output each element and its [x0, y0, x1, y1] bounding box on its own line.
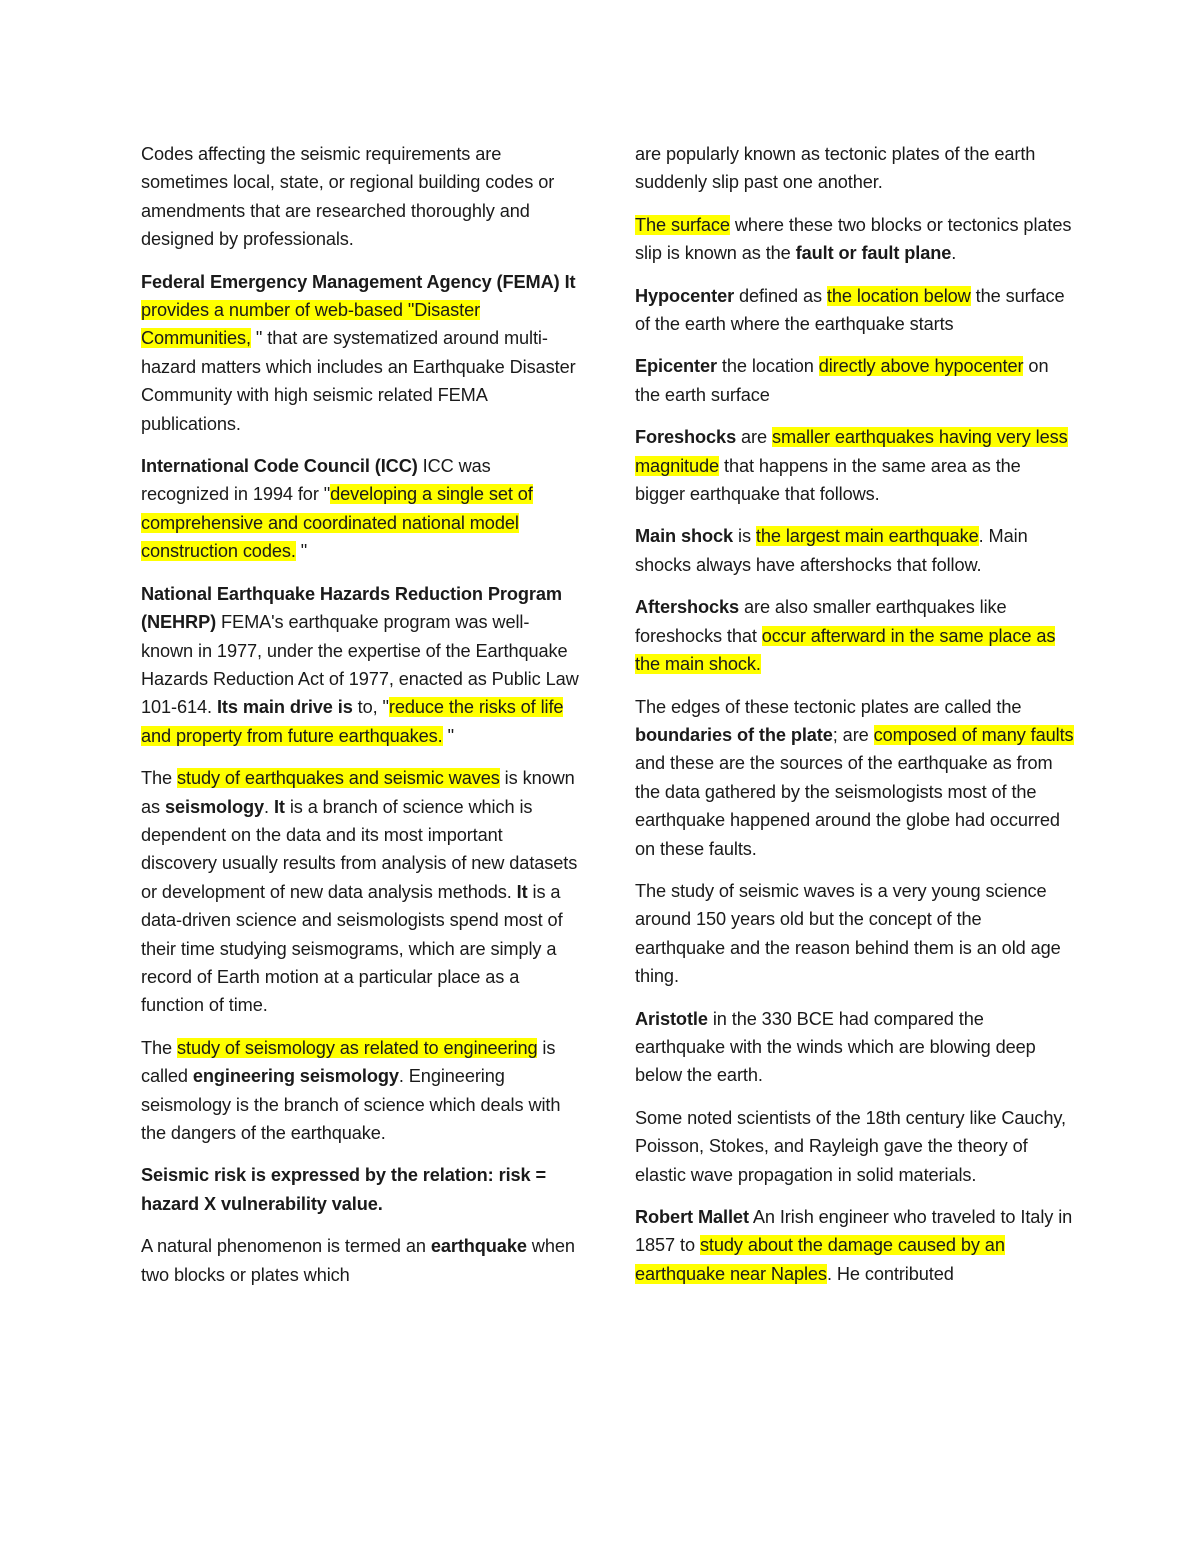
text-run: ICC was recognized in 1994 for ": [141, 456, 491, 505]
right-column: [635, 140, 1075, 1302]
text-run: . He contributed: [826, 1263, 954, 1284]
left-paragraph-7: [141, 1161, 581, 1218]
text-run: defined as: [734, 285, 827, 306]
right-paragraph-7: [635, 593, 1075, 678]
highlighted-text: occur afterward in the same place as the main shock.: [635, 625, 1056, 675]
bold-text: Federal Emergency Management Agency (FEMA): [141, 271, 560, 292]
text-run: ": [295, 541, 308, 562]
left-paragraph-8: [141, 1232, 581, 1289]
text-run: ": [442, 725, 454, 746]
text-run: and these are the sources of the earthquake as from the data gathered by the seismologists most of the earthquake happened around the globe had occurred on these faults.: [635, 753, 1060, 859]
text-run: is known as: [141, 768, 575, 817]
bold-text: Aftershocks: [635, 597, 740, 618]
highlighted-text: study of seismology as related to engineering: [177, 1037, 538, 1058]
highlighted-text: developing a single set of comprehensive and coordinated national model construction codes.: [141, 484, 533, 562]
text-run: Codes affecting the seismic requirements are sometimes local, state, or regional building codes or amendments that are researched thoroughly and designed by professionals.: [141, 144, 555, 250]
bold-text: Robert Mallet: [635, 1207, 749, 1227]
bold-text: It: [564, 271, 576, 292]
text-run: that happens in the same area as the bigger earthquake that follows.: [635, 455, 1021, 505]
bold-text: boundaries of the plate: [635, 724, 833, 745]
right-paragraph-12: [635, 1203, 1075, 1288]
highlighted-text: the location below: [826, 285, 971, 306]
text-run: in the 330 BCE had compared the earthquake with the winds which are blowing deep below the earth.: [635, 1008, 1036, 1086]
text-run: is: [733, 526, 756, 547]
highlighted-text: study of earthquakes and seismic waves: [177, 768, 500, 789]
right-paragraph-5: [635, 423, 1075, 508]
bold-text: seismology: [164, 796, 265, 817]
text-run: The study of seismic waves is a very young science around 150 years old but the concept of the earthquake and the reason behind them is an old age thing.: [635, 880, 1061, 987]
highlighted-text: composed of many faults: [873, 724, 1074, 745]
text-run: Some noted scientists of the 18th century like Cauchy, Poisson, Stokes, and Rayleigh gave the theory of elastic wave propagation in solid materials.: [635, 1107, 1066, 1185]
left-paragraph-5: [141, 764, 581, 1020]
text-run: The edges of these tectonic plates are called the: [635, 696, 1022, 717]
bold-text: fault or fault plane: [795, 243, 952, 264]
text-run: . Engineering seismology is the branch of science which deals with the dangers of the earthquake.: [141, 1066, 561, 1143]
highlighted-text: study about the damage caused by an earthquake near Naples: [635, 1235, 1005, 1284]
right-paragraph-2: [635, 211, 1075, 268]
text-run: on the earth surface: [635, 356, 1049, 405]
text-run: is a data-driven science and seismologists spend most of their time studying seismograms, which are simply a record of Earth motion at a particular place as a function of time.: [141, 881, 563, 1016]
bold-text: earthquake: [430, 1236, 527, 1257]
bold-text: Aristotle: [635, 1008, 708, 1029]
text-run: when two blocks or plates which: [141, 1236, 575, 1285]
left-paragraph-1: [141, 140, 581, 254]
left-paragraph-2: [141, 268, 581, 438]
bold-text: International Code Council (ICC): [141, 456, 418, 477]
highlighted-text: provides a number of web-based "Disaster Communities,: [141, 300, 481, 349]
text-run: .: [951, 243, 957, 264]
right-paragraph-11: [635, 1104, 1075, 1189]
bold-text: Seismic risk is expressed by the relation: risk = hazard X vulnerability value.: [141, 1165, 547, 1214]
left-paragraph-4: [141, 580, 581, 750]
text-run: are: [736, 427, 772, 448]
right-paragraph-4: [635, 352, 1075, 409]
bold-text: National Earthquake Hazards Reduction Program (NEHRP): [141, 583, 562, 633]
bold-text: Main shock: [635, 526, 734, 547]
text-run: FEMA's earthquake program was well-known in 1977, under the expertise of the Earthquake Hazards Reduction Act of 1977, enacted as Public Law 101-614.: [141, 612, 579, 718]
highlighted-text: smaller earthquakes having very less magnitude: [635, 427, 1068, 476]
highlighted-text: the largest main earthquake: [755, 526, 979, 547]
right-paragraph-1: [635, 140, 1075, 197]
right-paragraph-8: [635, 693, 1075, 863]
highlighted-text: The surface: [635, 214, 730, 235]
text-run: The: [141, 1037, 177, 1058]
bold-text: Its main drive is: [216, 697, 353, 718]
left-column: [141, 140, 581, 1303]
bold-text: engineering seismology: [192, 1066, 399, 1087]
highlighted-text: reduce the risks of life and property from future earthquakes.: [141, 697, 564, 746]
text-run: " that are systematized around multi-hazard matters which includes an Earthquake Disaster Community with high seismic related FEMA publications.: [141, 328, 576, 434]
text-run: are popularly known as tectonic plates of the earth suddenly slip past one another.: [635, 144, 1036, 193]
bold-text: Hypocenter: [635, 285, 735, 306]
text-run: the surface of the earth where the earthquake starts: [635, 285, 1065, 335]
text-run: . Main shocks always have aftershocks that follow.: [635, 526, 1028, 575]
text-run: .: [264, 796, 274, 817]
text-run: The: [141, 768, 177, 789]
right-paragraph-10: [635, 1005, 1075, 1090]
left-paragraph-6: [141, 1034, 581, 1148]
text-run: the location: [716, 356, 819, 377]
right-paragraph-9: [635, 877, 1075, 991]
bold-text: Epicenter: [635, 356, 717, 377]
text-run: A natural phenomenon is termed an: [141, 1236, 431, 1257]
text-run: ; are: [832, 724, 874, 745]
right-paragraph-3: [635, 282, 1075, 339]
right-paragraph-6: [635, 522, 1075, 579]
text-run: where these two blocks or tectonics plates slip is known as the: [635, 214, 1072, 264]
bold-text: It: [516, 881, 528, 902]
text-run: are also smaller earthquakes like foreshocks that: [635, 597, 1007, 646]
bold-text: It: [273, 796, 285, 817]
text-run: to, ": [352, 697, 389, 718]
text-run: An Irish engineer who traveled to Italy in 1857 to: [635, 1207, 1073, 1256]
bold-text: Foreshocks: [635, 427, 737, 448]
highlighted-text: directly above hypocenter: [818, 356, 1024, 377]
text-run: is called: [141, 1037, 556, 1087]
text-run: is a branch of science which is dependent on the data and its most important discovery usually results from analysis of new datasets or development of new data analysis methods.: [141, 796, 578, 902]
left-paragraph-3: [141, 452, 581, 566]
